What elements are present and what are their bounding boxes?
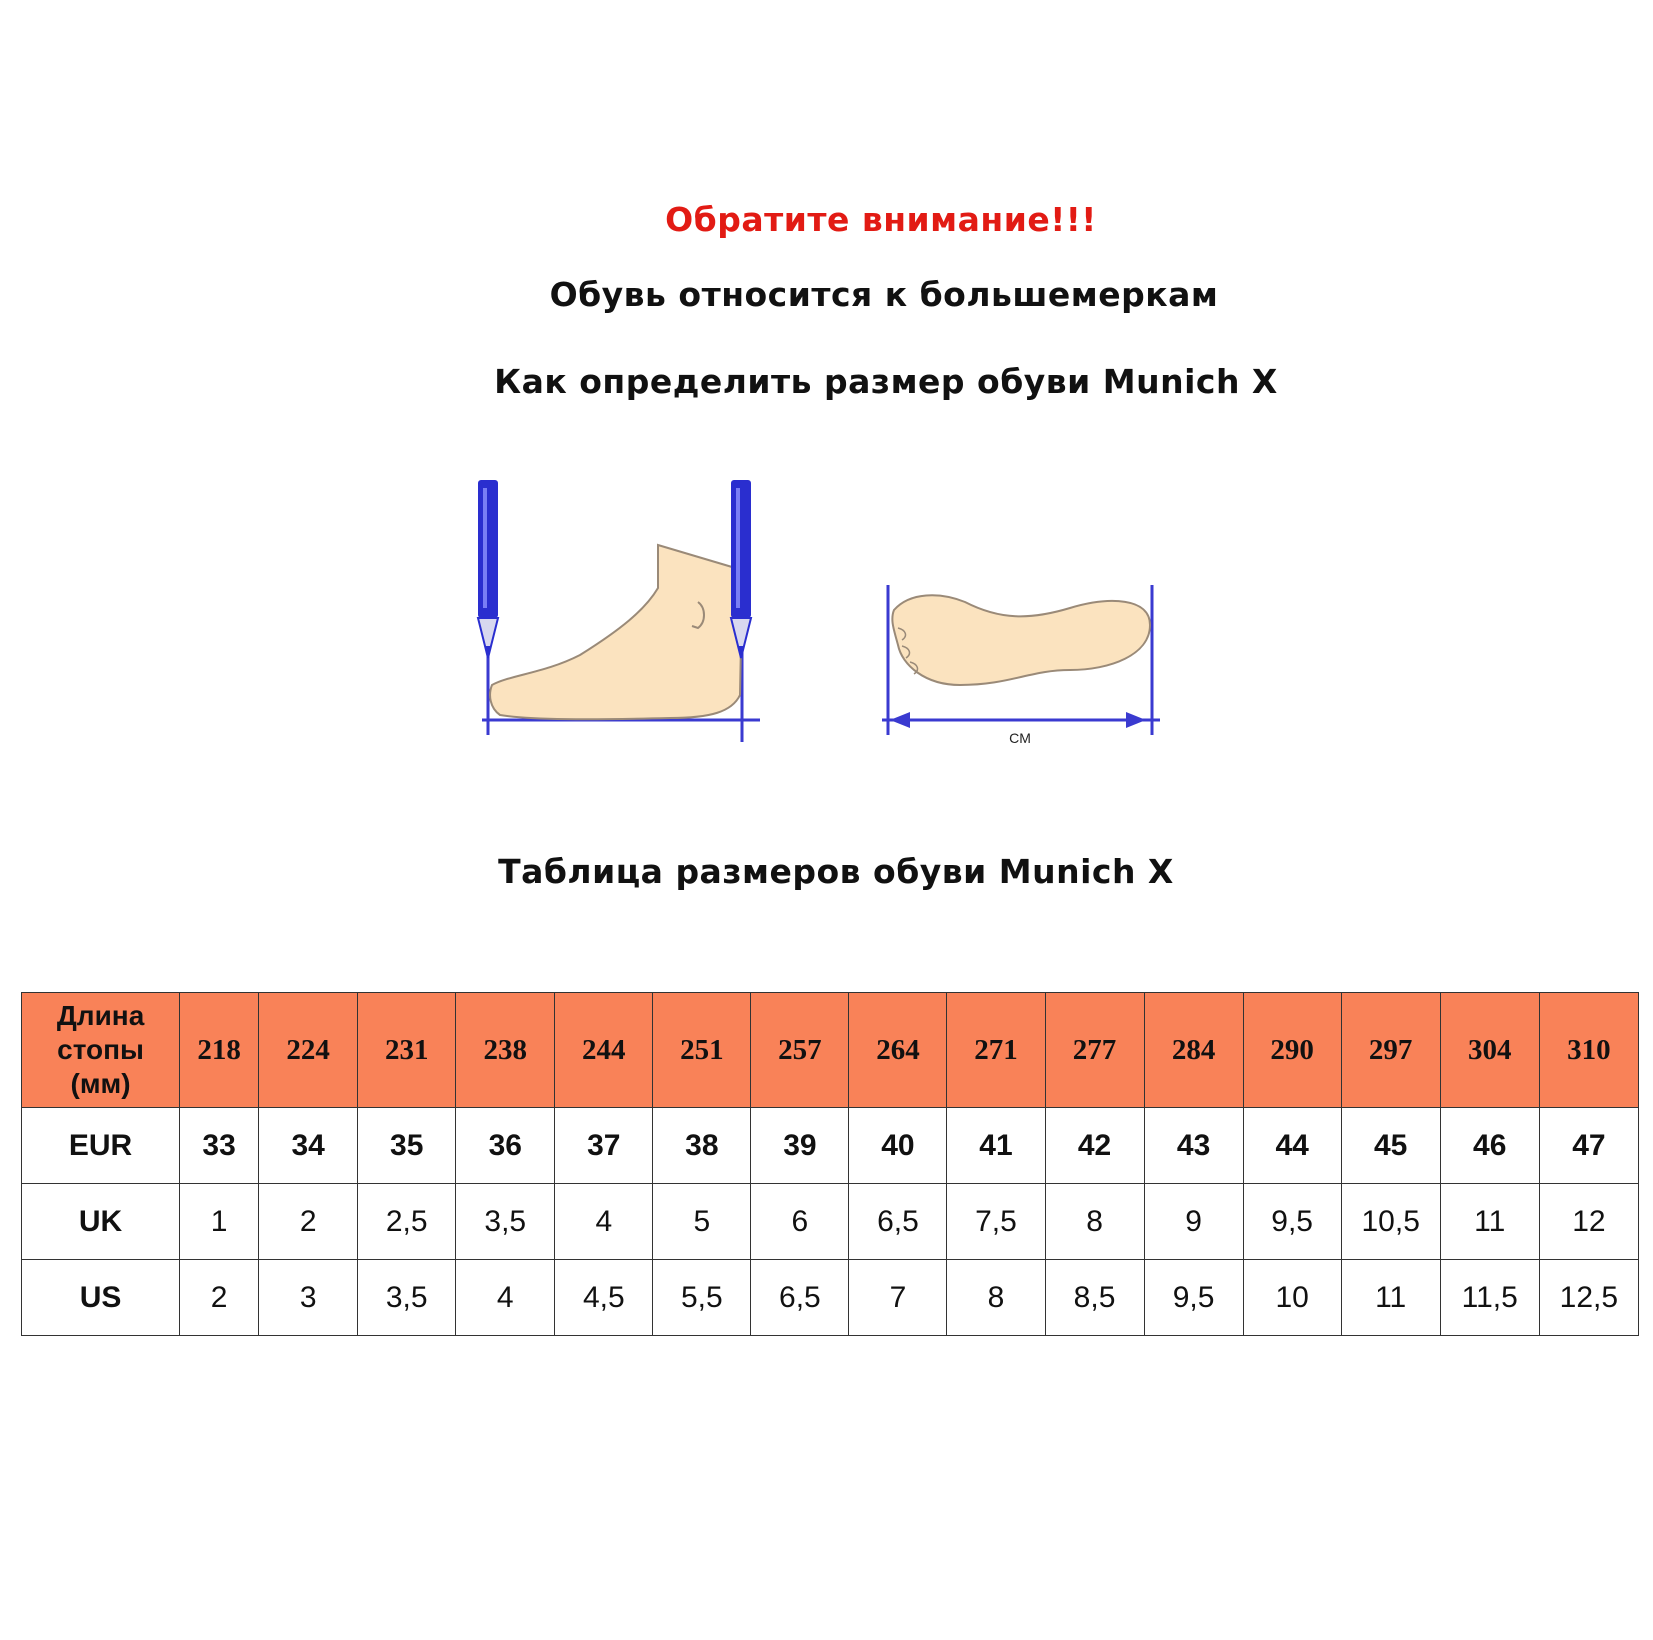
size-row-eur — [22, 1108, 1639, 1184]
foot-length-cell: 304 — [1440, 993, 1539, 1108]
size-cell: 6 — [751, 1184, 849, 1260]
size-cell: 9,5 — [1144, 1260, 1243, 1336]
size-cell: 41 — [947, 1108, 1045, 1184]
size-cell: 46 — [1440, 1108, 1539, 1184]
attention-heading: Обратите внимание!!! — [665, 200, 1097, 239]
size-cell: 4 — [456, 1260, 555, 1336]
size-cell: 12 — [1539, 1184, 1638, 1260]
size-cell: 11 — [1440, 1184, 1539, 1260]
size-table-title: Таблица размеров обуви Munich X — [498, 852, 1174, 891]
size-cell: 7 — [849, 1260, 947, 1336]
foot-length-cell: 251 — [653, 993, 751, 1108]
foot-length-cell: 290 — [1243, 993, 1341, 1108]
foot-length-cell: 244 — [555, 993, 653, 1108]
size-cell: 42 — [1045, 1108, 1144, 1184]
foot-length-label — [22, 993, 180, 1108]
size-cell: 5,5 — [653, 1260, 751, 1336]
size-cell: 37 — [555, 1108, 653, 1184]
size-cell: 47 — [1539, 1108, 1638, 1184]
foot-length-cell: 264 — [849, 993, 947, 1108]
size-cell: 36 — [456, 1108, 555, 1184]
foot-length-label-line: стопы — [57, 1034, 144, 1065]
size-cell: 35 — [358, 1108, 456, 1184]
size-cell: 3,5 — [358, 1260, 456, 1336]
size-cell: 3,5 — [456, 1184, 555, 1260]
foot-length-label-line: (мм) — [70, 1068, 131, 1099]
size-cell: 7,5 — [947, 1184, 1045, 1260]
size-cell: 9,5 — [1243, 1184, 1341, 1260]
size-cell: 9 — [1144, 1184, 1243, 1260]
foot-length-cell: 224 — [259, 993, 358, 1108]
size-cell: 4 — [555, 1184, 653, 1260]
size-cell: 5 — [653, 1184, 751, 1260]
size-table — [21, 992, 1639, 1336]
size-cell: 12,5 — [1539, 1260, 1638, 1336]
size-system-label: UK — [22, 1184, 180, 1260]
foot-length-cell: 271 — [947, 993, 1045, 1108]
size-cell: 1 — [180, 1184, 259, 1260]
size-cell: 33 — [180, 1108, 259, 1184]
footprint-dimension-diagram — [882, 585, 1160, 746]
size-cell: 43 — [1144, 1108, 1243, 1184]
size-cell: 39 — [751, 1108, 849, 1184]
size-cell: 6,5 — [849, 1184, 947, 1260]
foot-length-cell: 257 — [751, 993, 849, 1108]
size-cell: 11 — [1341, 1260, 1440, 1336]
size-cell: 8 — [1045, 1184, 1144, 1260]
size-system-label: US — [22, 1260, 180, 1336]
size-cell: 8 — [947, 1260, 1045, 1336]
left-pencil-icon — [478, 480, 498, 658]
size-cell: 34 — [259, 1108, 358, 1184]
foot-length-cell: 238 — [456, 993, 555, 1108]
size-cell: 6,5 — [751, 1260, 849, 1336]
size-cell: 11,5 — [1440, 1260, 1539, 1336]
foot-length-cell: 284 — [1144, 993, 1243, 1108]
foot-length-cell: 231 — [358, 993, 456, 1108]
size-cell: 44 — [1243, 1108, 1341, 1184]
size-cell: 45 — [1341, 1108, 1440, 1184]
right-pencil-icon — [731, 480, 751, 658]
foot-length-cell: 310 — [1539, 993, 1638, 1108]
size-cell: 10,5 — [1341, 1184, 1440, 1260]
size-cell: 4,5 — [555, 1260, 653, 1336]
size-cell: 8,5 — [1045, 1260, 1144, 1336]
size-row-uk — [22, 1184, 1639, 1260]
oversize-note: Обувь относится к большемеркам — [549, 275, 1219, 314]
size-cell: 38 — [653, 1108, 751, 1184]
size-system-label: EUR — [22, 1108, 180, 1184]
size-cell: 3 — [259, 1260, 358, 1336]
foot-length-row — [22, 993, 1639, 1108]
foot-length-cell: 297 — [1341, 993, 1440, 1108]
size-cell: 40 — [849, 1108, 947, 1184]
foot-measurement-illustration — [470, 480, 1240, 780]
how-to-measure-title: Как определить размер обуви Munich X — [494, 362, 1278, 401]
foot-length-label-line: Длина — [56, 1000, 145, 1031]
foot-length-cell: 218 — [180, 993, 259, 1108]
unit-label: CM — [1009, 730, 1031, 746]
side-view-foot-diagram — [478, 480, 760, 742]
size-cell: 2 — [180, 1260, 259, 1336]
size-cell: 10 — [1243, 1260, 1341, 1336]
foot-length-cell: 277 — [1045, 993, 1144, 1108]
size-cell: 2 — [259, 1184, 358, 1260]
size-row-us — [22, 1260, 1639, 1336]
size-cell: 2,5 — [358, 1184, 456, 1260]
